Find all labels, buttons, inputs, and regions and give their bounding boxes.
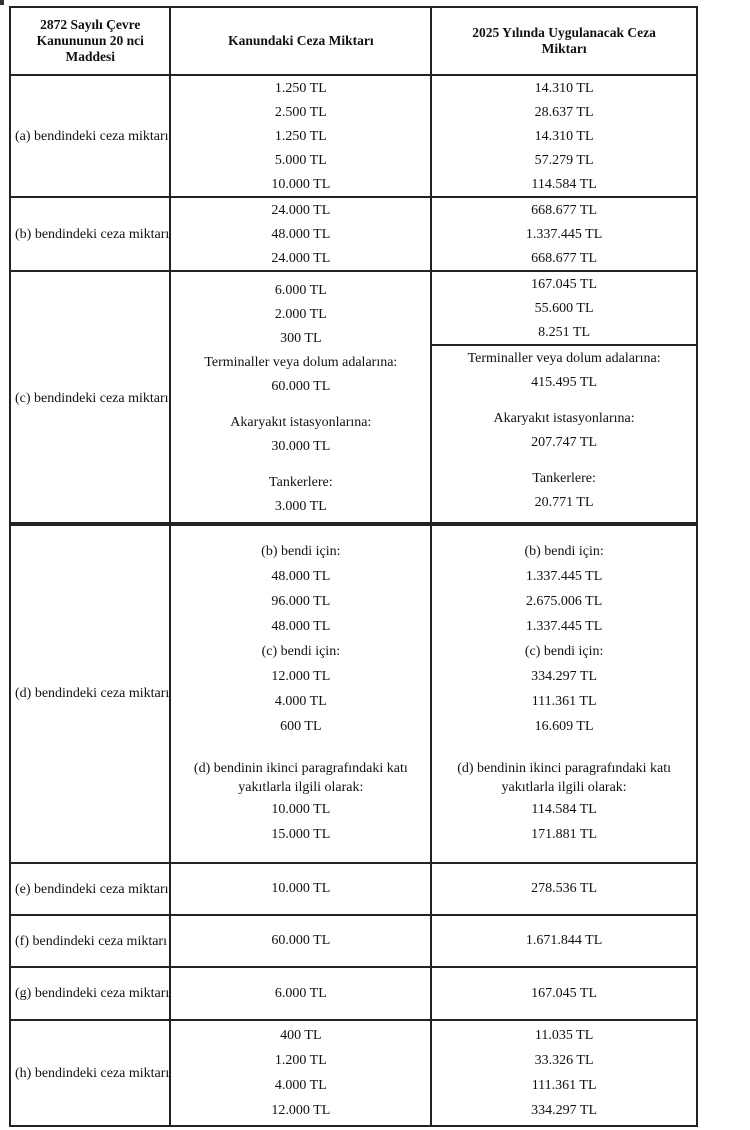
y2025-value: 14.310 TL [534, 80, 594, 96]
table-row-d [10, 523, 697, 863]
y2025-value: 334.297 TL [531, 669, 598, 684]
law-cell-h [170, 1020, 431, 1126]
table-row-h [10, 1020, 697, 1126]
law-cell-b [170, 197, 431, 271]
y2025-cell-d [431, 523, 697, 863]
row-label-c: (c) bendindeki ceza miktarı [10, 271, 170, 525]
c-subsection-divider [432, 344, 696, 514]
tanker-label-2025: Tankerlere: [532, 470, 596, 486]
law-value: 10.000 TL [170, 863, 431, 915]
row-label-a: (a) bendindeki ceza miktarı [10, 75, 170, 197]
terminal-label-law: Terminaller veya dolum adalarına: [204, 354, 398, 370]
terminal-label-2025: Terminaller veya dolum adalarına: [467, 350, 661, 366]
y2025-value: 57.279 TL [534, 152, 594, 168]
y2025-value: 207.747 TL [531, 434, 598, 450]
y2025-value: 1.671.844 TL [431, 915, 697, 967]
law-value: 12.000 TL [271, 1103, 331, 1118]
law-cell-d [170, 523, 431, 863]
law-value: 10.000 TL [271, 802, 331, 817]
section-head: (d) bendinin ikinci paragrafındaki katı yakıtlarla ilgili olarak: [193, 761, 408, 795]
y2025-cell-h [431, 1020, 697, 1126]
y2025-value: 668.677 TL [531, 202, 598, 218]
law-value: 60.000 TL [170, 915, 431, 967]
law-value: 2.000 TL [274, 306, 327, 322]
station-label-2025: Akaryakıt istasyonlarına: [493, 410, 635, 426]
y2025-value: 668.677 TL [531, 250, 598, 266]
y2025-value: 1.337.445 TL [525, 569, 603, 584]
y2025-value: 1.337.445 TL [525, 619, 603, 634]
y2025-value: 2.675.006 TL [525, 594, 603, 609]
law-value: 5.000 TL [274, 152, 327, 168]
penalty-table-part-2 [9, 522, 698, 1127]
y2025-value: 55.600 TL [534, 300, 594, 316]
y2025-value: 16.609 TL [534, 719, 594, 734]
row-label-b: (b) bendindeki ceza miktarı [10, 197, 170, 271]
header-law-amount: Kanundaki Ceza Miktarı [170, 7, 431, 75]
law-value: 12.000 TL [271, 669, 331, 684]
law-value: 1.200 TL [274, 1053, 327, 1068]
law-cell-c [170, 271, 431, 525]
y2025-value: 167.045 TL [531, 276, 598, 292]
row-label-d: (d) bendindeki ceza miktarı [10, 523, 170, 863]
tanker-label-law: Tankerlere: [269, 474, 333, 490]
law-value: 48.000 TL [271, 569, 331, 584]
table-row-a [10, 75, 697, 197]
law-value: 400 TL [280, 1028, 322, 1043]
y2025-value: 171.881 TL [531, 827, 598, 842]
y2025-value: 1.337.445 TL [525, 226, 603, 242]
y2025-value: 11.035 TL [534, 1028, 594, 1043]
law-value: 24.000 TL [271, 202, 331, 218]
y2025-value: 415.495 TL [531, 374, 598, 390]
y2025-value: 111.361 TL [531, 694, 597, 709]
section-head: (b) bendi için: [261, 544, 341, 559]
table-header-row [10, 7, 697, 75]
row-label-g: (g) bendindeki ceza miktarı [10, 967, 170, 1020]
law-value: 48.000 TL [271, 619, 331, 634]
y2025-value: 33.326 TL [534, 1053, 594, 1068]
law-value: 300 TL [280, 330, 322, 346]
row-label-h: (h) bendindeki ceza miktarı [10, 1020, 170, 1126]
header-2025-amount: 2025 Yılında Uygulanacak Ceza Miktarı [431, 7, 697, 75]
y2025-value: 111.361 TL [531, 1078, 597, 1093]
penalty-table-part-1 [9, 6, 698, 526]
table-row-g [10, 967, 697, 1020]
law-value: 6.000 TL [170, 967, 431, 1020]
y2025-value: 20.771 TL [534, 494, 594, 510]
y2025-value: 14.310 TL [534, 128, 594, 144]
y2025-value: 334.297 TL [531, 1103, 598, 1118]
y2025-value: 8.251 TL [538, 324, 591, 340]
law-value: 4.000 TL [274, 694, 327, 709]
y2025-cell-b [431, 197, 697, 271]
law-value: 15.000 TL [271, 827, 331, 842]
y2025-cell-c [431, 271, 697, 525]
header-article: 2872 Sayılı Çevre Kanununun 20 nci Maddesi [10, 7, 170, 75]
law-cell-a [170, 75, 431, 197]
row-label-f: (f) bendindeki ceza miktarı [10, 915, 170, 967]
law-value: 6.000 TL [274, 282, 327, 298]
y2025-value: 114.584 TL [531, 176, 597, 192]
law-value: 4.000 TL [274, 1078, 327, 1093]
law-value: 2.500 TL [274, 104, 327, 120]
y2025-value: 28.637 TL [534, 104, 594, 120]
law-value: 96.000 TL [271, 594, 331, 609]
station-label-law: Akaryakıt istasyonlarına: [230, 414, 372, 430]
table-row-b [10, 197, 697, 271]
row-label-e: (e) bendindeki ceza miktarı [10, 863, 170, 915]
law-value: 24.000 TL [271, 250, 331, 266]
y2025-cell-a [431, 75, 697, 197]
law-value: 60.000 TL [271, 378, 331, 394]
y2025-value: 167.045 TL [431, 967, 697, 1020]
section-head: (c) bendi için: [261, 644, 341, 659]
law-value: 3.000 TL [274, 498, 327, 514]
law-value: 48.000 TL [271, 226, 331, 242]
table-row-c [10, 271, 697, 525]
section-head: (c) bendi için: [524, 644, 604, 659]
law-value: 1.250 TL [274, 80, 327, 96]
scan-edge-mark [0, 0, 4, 5]
law-value: 600 TL [280, 719, 322, 734]
law-value: 1.250 TL [274, 128, 327, 144]
table-row-f [10, 915, 697, 967]
section-head: (d) bendinin ikinci paragrafındaki katı yakıtlarla ilgili olarak: [457, 761, 672, 795]
y2025-value: 114.584 TL [531, 802, 597, 817]
section-head: (b) bendi için: [524, 544, 604, 559]
law-value: 30.000 TL [271, 438, 331, 454]
table-row-e [10, 863, 697, 915]
law-value: 10.000 TL [271, 176, 331, 192]
y2025-value: 278.536 TL [431, 863, 697, 915]
